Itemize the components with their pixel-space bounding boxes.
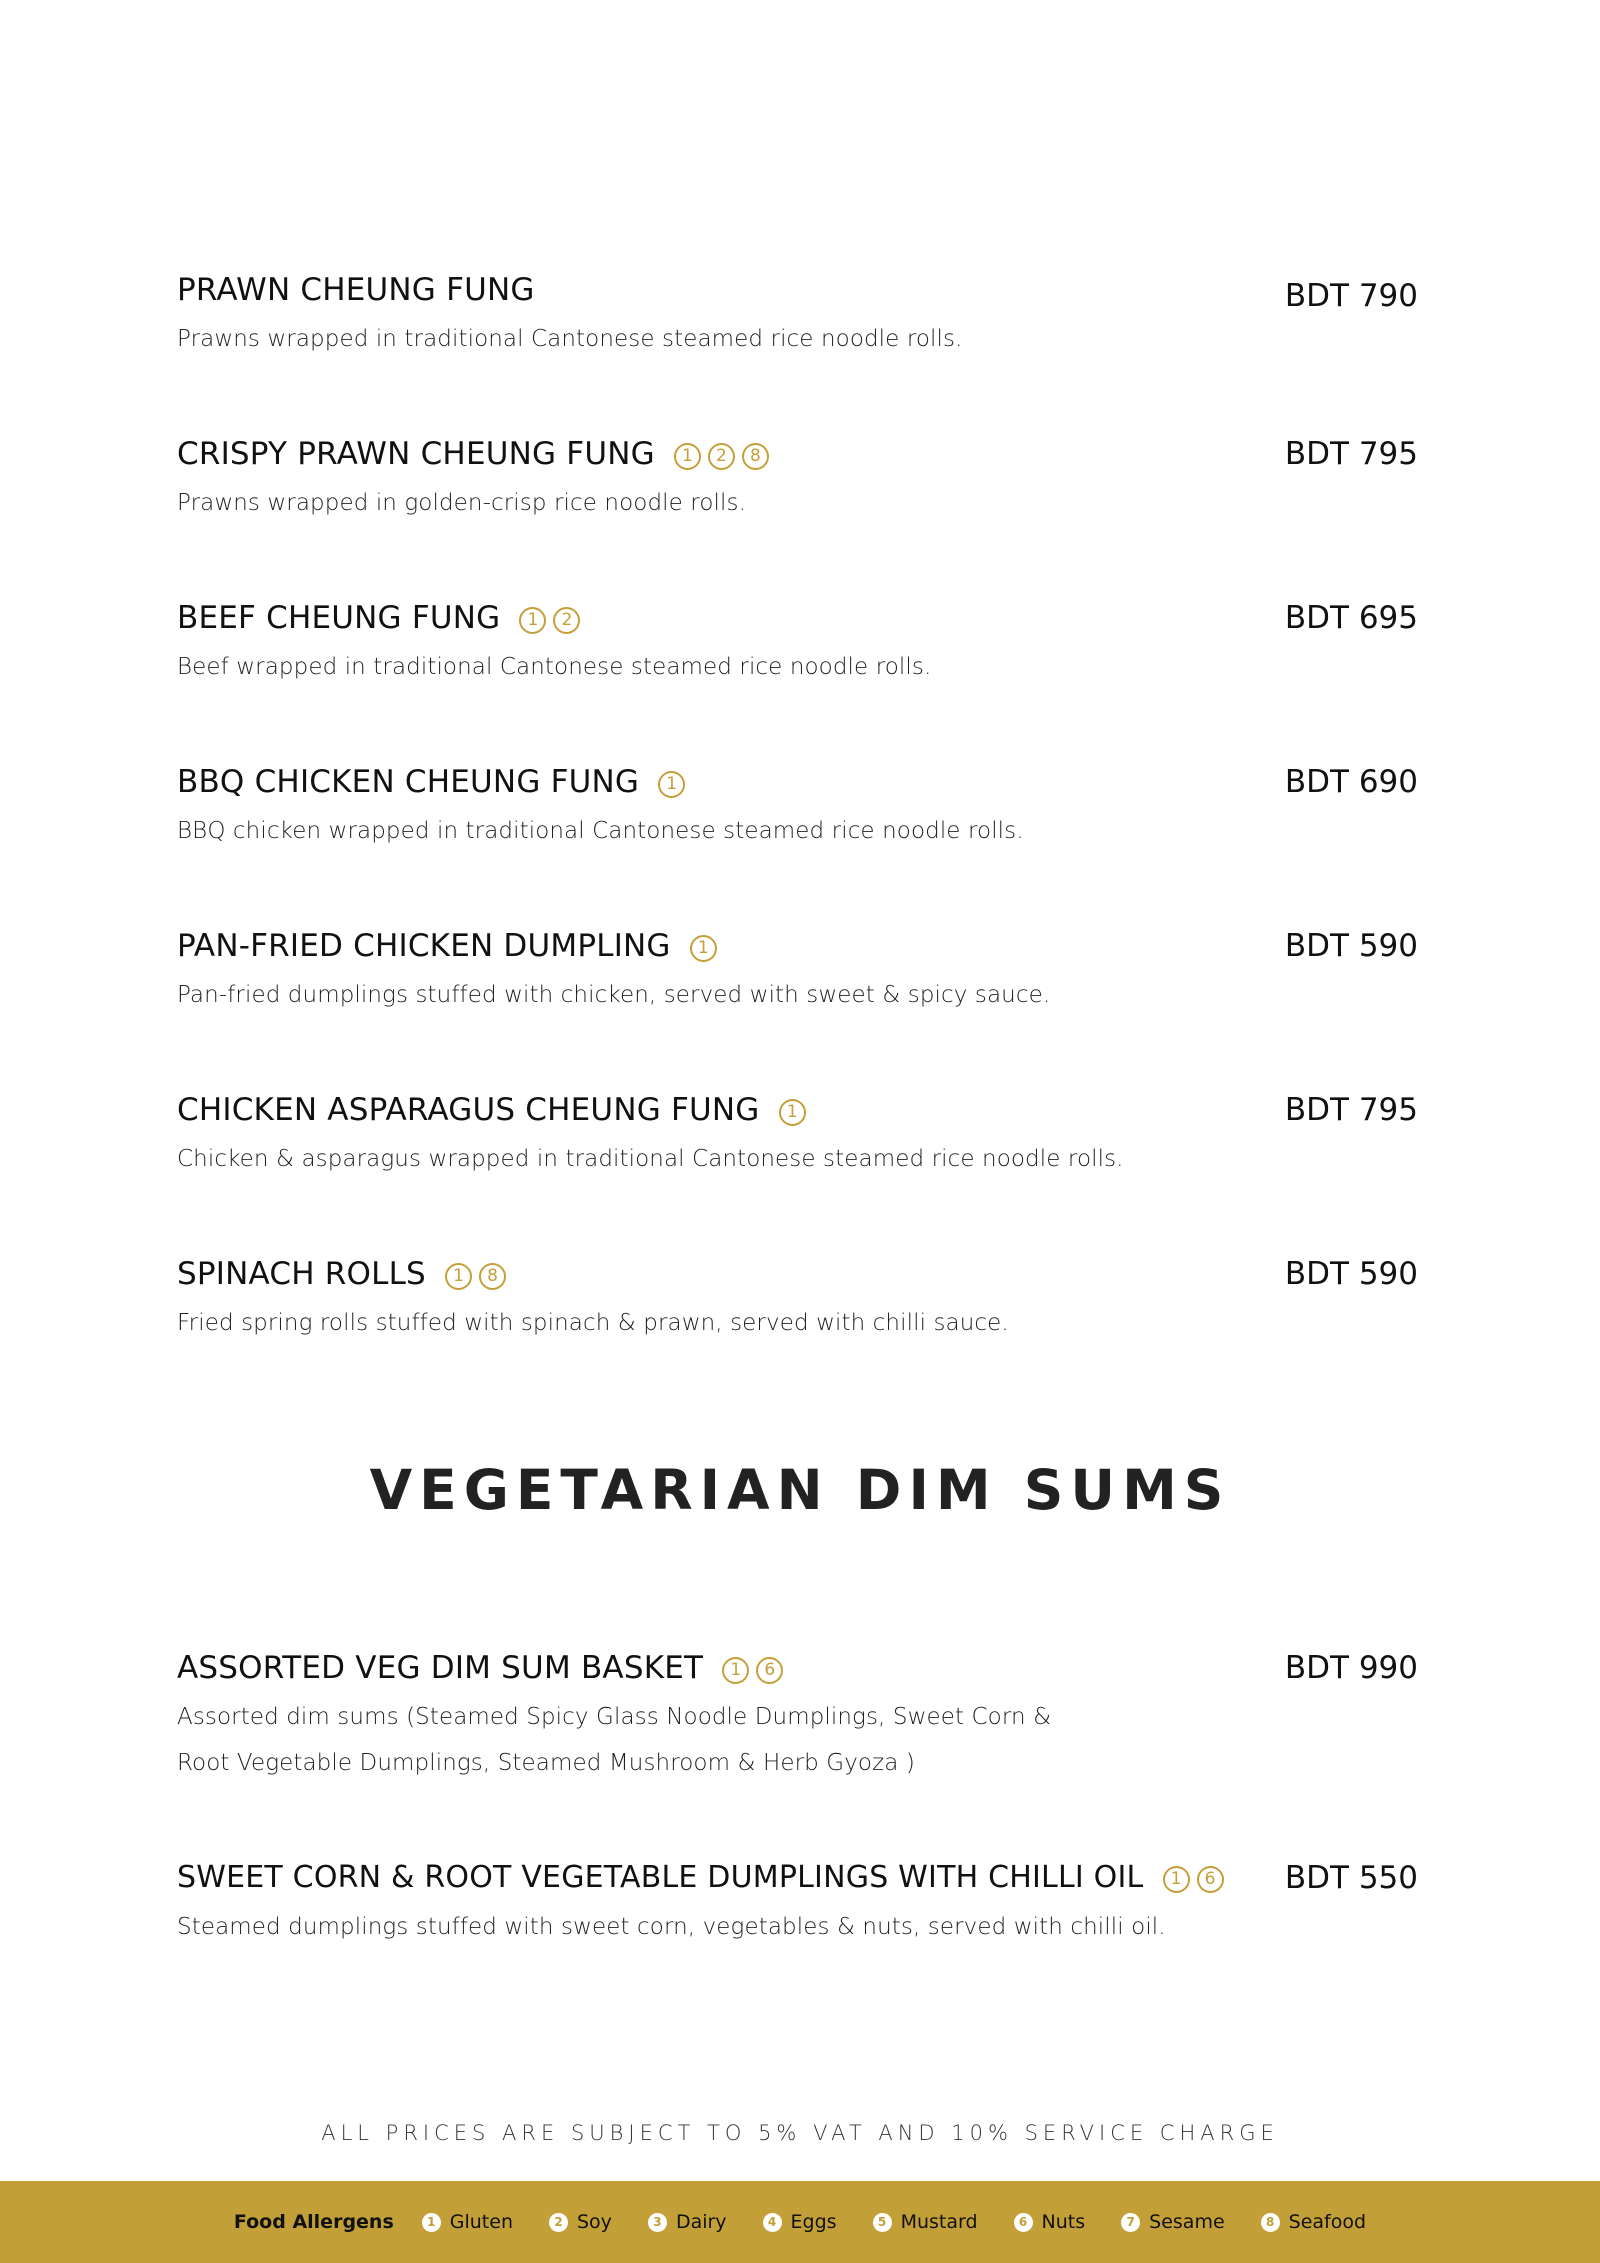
allergen-badges xyxy=(658,771,692,798)
item-price: BDT 790 xyxy=(1284,278,1418,314)
legend-label: Eggs xyxy=(790,2211,837,2233)
item-title-row xyxy=(177,924,1418,968)
legend-label: Dairy xyxy=(675,2211,727,2233)
allergen-badge: 1 xyxy=(445,1263,472,1290)
allergen-badge: 8 xyxy=(742,443,769,470)
legend-entry-gluten xyxy=(422,2211,513,2233)
item-price: BDT 990 xyxy=(1284,1650,1418,1686)
legend-number-badge: 4 xyxy=(763,2213,782,2232)
item-title-row xyxy=(177,1088,1418,1132)
item-name: CHICKEN ASPARAGUS CHEUNG FUNG xyxy=(177,1092,760,1128)
item-price: BDT 590 xyxy=(1284,928,1418,964)
item-description: Steamed dumplings stuffed with sweet corn, vegetables & nuts, served with chilli oil. xyxy=(177,1914,1166,1940)
allergen-legend-title: Food Allergens xyxy=(233,2211,394,2233)
legend-entry-sesame xyxy=(1121,2211,1225,2233)
item-title-row xyxy=(177,1856,1418,1900)
item-description: Chicken & asparagus wrapped in traditional Cantonese steamed rice noodle rolls. xyxy=(177,1146,1124,1172)
item-title-row xyxy=(177,432,1418,476)
legend-label: Gluten xyxy=(449,2211,513,2233)
allergen-badge: 2 xyxy=(708,443,735,470)
item-name: BBQ CHICKEN CHEUNG FUNG xyxy=(177,764,640,800)
item-price: BDT 690 xyxy=(1284,764,1418,800)
allergen-badge: 1 xyxy=(519,607,546,634)
legend-label: Soy xyxy=(577,2211,612,2233)
legend-number-badge: 2 xyxy=(549,2213,568,2232)
allergen-badges xyxy=(674,443,776,470)
menu-item-crispy-prawn-cheung-fung xyxy=(177,432,1418,526)
legend-entry-soy xyxy=(549,2211,612,2233)
allergen-badges xyxy=(519,607,587,634)
item-name: ASSORTED VEG DIM SUM BASKET xyxy=(177,1650,704,1686)
menu-item-pan-fried-chicken-dumpling xyxy=(177,924,1418,1018)
item-name: PAN-FRIED CHICKEN DUMPLING xyxy=(177,928,671,964)
price-footnote: ALL PRICES ARE SUBJECT TO 5% VAT AND 10% SERVICE CHARGE xyxy=(321,2121,1279,2145)
legend-entry-nuts xyxy=(1014,2211,1086,2233)
menu-item-prawn-cheung-fung xyxy=(177,268,1418,362)
item-price: BDT 550 xyxy=(1284,1860,1418,1896)
item-name: SPINACH ROLLS xyxy=(177,1256,426,1292)
section-heading: VEGETARIAN DIM SUMS xyxy=(369,1458,1231,1522)
legend-number-badge: 7 xyxy=(1121,2213,1140,2232)
item-title-row xyxy=(177,1252,1418,1296)
item-price: BDT 590 xyxy=(1284,1256,1418,1292)
allergen-badges xyxy=(722,1657,790,1684)
item-name: BEEF CHEUNG FUNG xyxy=(177,600,501,636)
allergen-badge: 1 xyxy=(1163,1866,1190,1893)
menu-item-beef-cheung-fung xyxy=(177,596,1418,690)
item-name: SWEET CORN & ROOT VEGETABLE DUMPLINGS WITH CHILLI OIL xyxy=(177,1860,1144,1895)
allergen-legend-bar xyxy=(0,2181,1600,2263)
item-description: Prawns wrapped in traditional Cantonese steamed rice noodle rolls. xyxy=(177,326,963,352)
legend-entry-eggs xyxy=(763,2211,837,2233)
menu-item-chicken-asparagus-cheung-fung xyxy=(177,1088,1418,1182)
item-description: BBQ chicken wrapped in traditional Cantonese steamed rice noodle rolls. xyxy=(177,818,1024,844)
item-price: BDT 795 xyxy=(1284,1092,1418,1128)
allergen-badge: 6 xyxy=(756,1657,783,1684)
allergen-badge: 6 xyxy=(1197,1866,1224,1893)
allergen-badges xyxy=(779,1099,813,1126)
allergen-badges xyxy=(1163,1866,1231,1893)
allergen-badge: 2 xyxy=(553,607,580,634)
item-description: Prawns wrapped in golden-crisp rice noodle rolls. xyxy=(177,490,746,516)
menu-item-spinach-rolls xyxy=(177,1252,1418,1346)
menu-item-assorted-veg-dim-sum-basket xyxy=(177,1646,1418,1786)
allergen-badge: 1 xyxy=(674,443,701,470)
item-title-row xyxy=(177,596,1418,640)
allergen-badges xyxy=(445,1263,513,1290)
menu-item-sweet-corn-root-vegetable-dumplings xyxy=(177,1856,1418,1950)
item-price: BDT 695 xyxy=(1284,600,1418,636)
item-price: BDT 795 xyxy=(1284,436,1418,472)
legend-label: Sesame xyxy=(1149,2211,1225,2233)
item-description: Pan-fried dumplings stuffed with chicken, served with sweet & spicy sauce. xyxy=(177,982,1051,1008)
menu-item-bbq-chicken-cheung-fung xyxy=(177,760,1418,854)
item-title-row xyxy=(177,1646,1418,1690)
item-name: PRAWN CHEUNG FUNG xyxy=(177,272,535,308)
legend-label: Nuts xyxy=(1041,2211,1086,2233)
allergen-badge: 1 xyxy=(779,1099,806,1126)
allergen-badge: 8 xyxy=(479,1263,506,1290)
legend-entry-dairy xyxy=(648,2211,727,2233)
legend-number-badge: 5 xyxy=(873,2213,892,2232)
legend-number-badge: 6 xyxy=(1014,2213,1033,2232)
legend-label: Seafood xyxy=(1288,2211,1367,2233)
allergen-badge: 1 xyxy=(658,771,685,798)
legend-entry-seafood xyxy=(1261,2211,1366,2233)
allergen-badge: 1 xyxy=(722,1657,749,1684)
item-title-row xyxy=(177,268,1418,312)
legend-number-badge: 8 xyxy=(1261,2213,1280,2232)
item-title-row xyxy=(177,760,1418,804)
legend-label: Mustard xyxy=(900,2211,978,2233)
legend-number-badge: 3 xyxy=(648,2213,667,2232)
item-description: Beef wrapped in traditional Cantonese steamed rice noodle rolls. xyxy=(177,654,932,680)
legend-number-badge: 1 xyxy=(422,2213,441,2232)
allergen-badges xyxy=(690,935,724,962)
item-name: CRISPY PRAWN CHEUNG FUNG xyxy=(177,436,655,472)
allergen-badge: 1 xyxy=(690,935,717,962)
legend-entry-mustard xyxy=(873,2211,978,2233)
item-description: Assorted dim sums (Steamed Spicy Glass Noodle Dumplings, Sweet Corn & Root Vegetable Dumplings, Steamed Mushroom & Herb Gyoza ) xyxy=(177,1704,1052,1776)
item-description: Fried spring rolls stuffed with spinach & prawn, served with chilli sauce. xyxy=(177,1310,1009,1336)
